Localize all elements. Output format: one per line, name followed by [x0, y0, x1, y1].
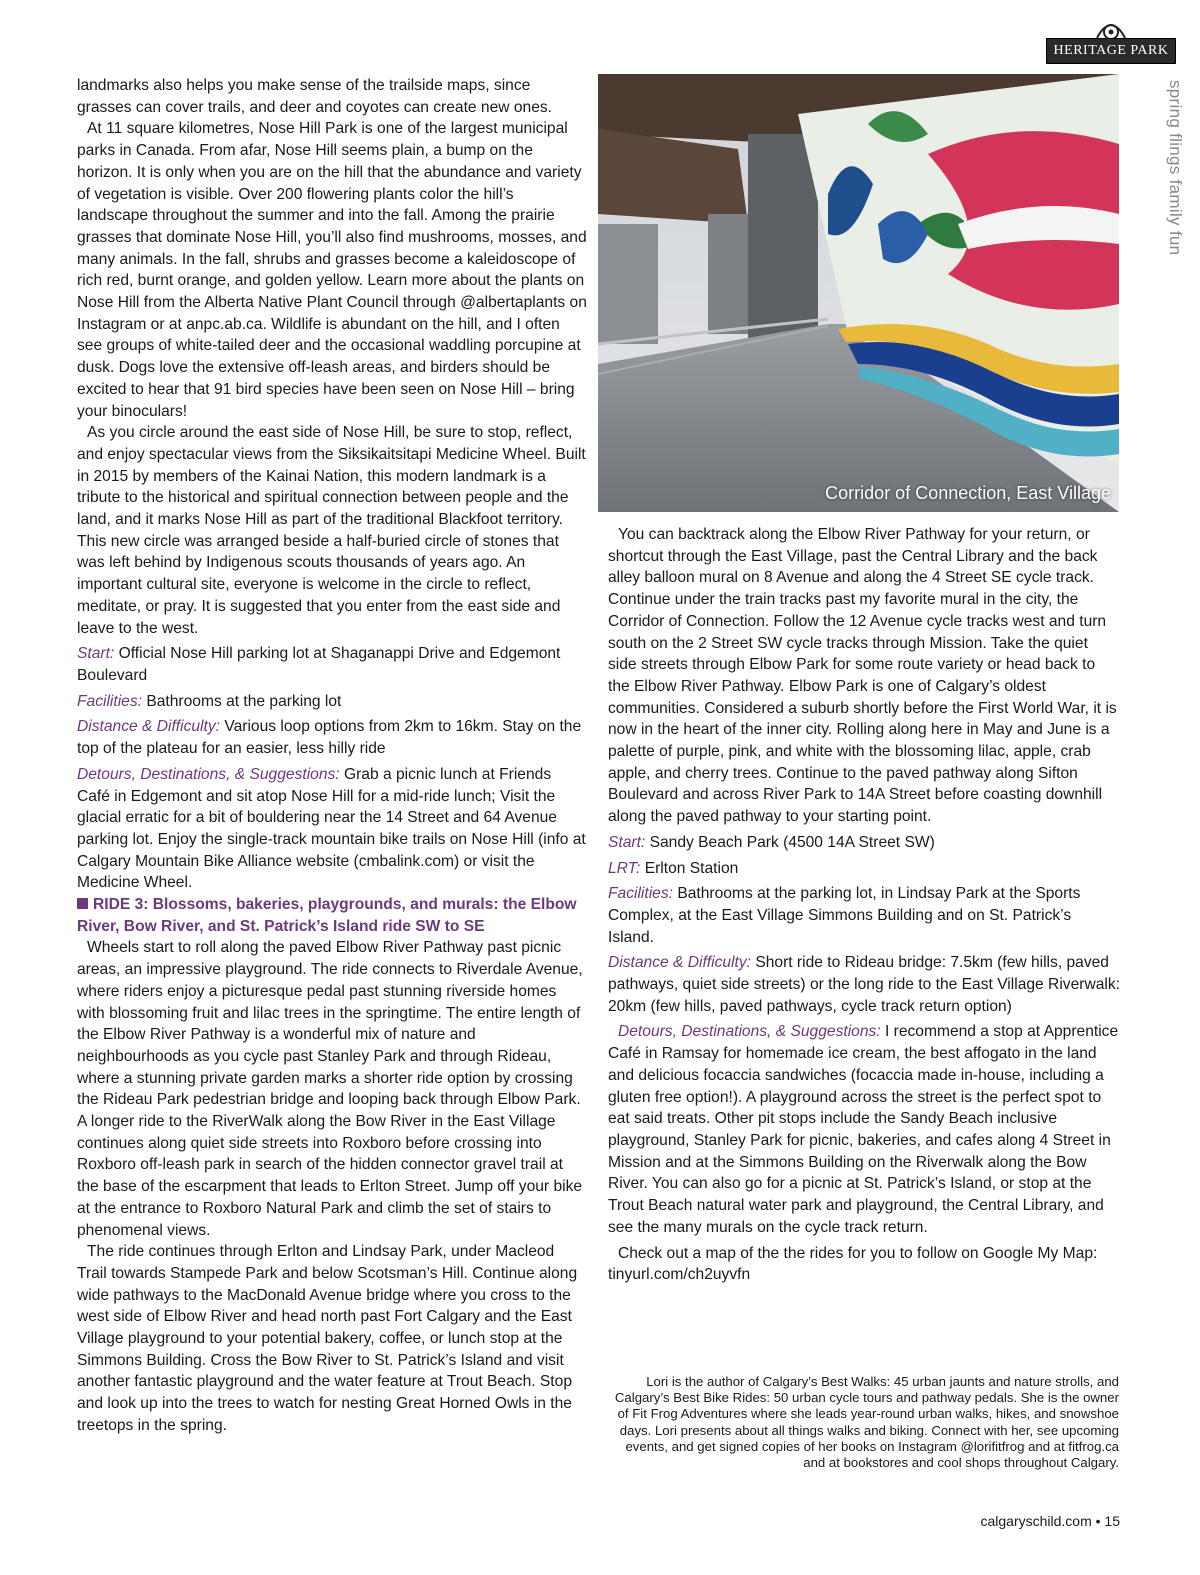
paragraph: landmarks also helps you make sense of the trailside maps, since grasses can cover trails, and deer and coyotes can create new ones.: [77, 77, 553, 116]
ride-heading: [77, 894, 587, 937]
map-link-text: Check out a map of the the rides for you to follow on Google My Map: tinyurl.com/ch2uyvfn: [608, 1244, 1098, 1284]
photo-caption: Corridor of Connection, East Village: [825, 483, 1111, 503]
left-column: [77, 75, 587, 1437]
detours-text: I recommend a stop at Apprentice Café in Ramsay for homemade ice cream, the best affogato in the land and delicious focaccia sandwiches (focaccia made in-house, including a gluten free option!). A playground across the street is the perfect spot to eat said treats. Other pit stops include the Sandy Beach inclusive playground, Stanley Park for picnic, bakeries, and cafes along 4 Street in Mission and at the Simmons Building on the Riverwalk along the Bow River. You can also go for a picnic at St. Patrick’s Island, or stop at the Trout Beach natural water park and playground, the Central Library, and see the many murals on the cycle track return.: [608, 1023, 1119, 1236]
facilities-info: [608, 883, 1120, 948]
facilities-text: Bathrooms at the parking lot, in Lindsay Park at the Sports Complex, at the East Village Simmons Building and on St. Patrick’s Island.: [608, 885, 1081, 946]
paragraph: You can backtrack along the Elbow River Pathway for your return, or shortcut through the East Village, past the Central Library and the back alley balloon mural on 8 Avenue and along the 4 Street SE cycle track. Continue under the train tracks past my favorite mural in the city, the Corridor of Connection. Follow the 12 Avenue cycle tracks west and turn south on the 2 Street SW cycle tracks through Mission. Take the quiet side streets through Elbow Park for some route variety or head back to the Elbow River Pathway. Elbow Park is one of Calgary’s oldest communities. Considered a suburb shortly before the First World War, it is now in the heart of the inner city. Rolling along here in May and June is a palette of purple, pink, and white with the blossoming lilac, apple, crab apple, and cherry trees. Continue to the paved pathway along Sifton Boulevard and across River Park to 14A Street before coasting downhill along the paved pathway to your starting point.: [608, 526, 1117, 826]
start-text: Official Nose Hill parking lot at Shaganappi Drive and Edgemont Boulevard: [77, 645, 561, 684]
distance-text: Various loop options from 2km to 16km. Stay on the top of the plateau for an easier, less hilly ride: [77, 718, 582, 758]
start-text: Sandy Beach Park (4500 14A Street SW): [645, 833, 935, 851]
facilities-label: Facilities:: [77, 692, 142, 710]
detours-info: [77, 764, 587, 894]
mural-photo: [598, 74, 1119, 512]
paragraph: Wheels start to roll along the paved Elbow River Pathway past picnic areas, an impressive playground. The ride connects to Riverdale Avenue, where riders enjoy a picturesque pedal past stunning riverside homes with blossoming fruit and lilac trees in the springtime. The entire length of the Elbow River Pathway is a wonderful mix of nature and neighbourhoods as you cycle past Stanley Park and through Rideau, where a stunning private garden marks a shorter ride option by crossing the Rideau Park pedestrian bridge and looping back through Elbow Park. A longer ride to the RiverWalk along the Bow River in the East Village continues along quiet side streets into Roxboro before crossing into Roxboro off-leash park in search of the hidden connector gravel trail at the base of the escarpment that leads to Erlton Street. Jump off your bike at the entrance to Roxboro Natural Park and climb the set of stairs to phenomenal views.: [77, 939, 583, 1239]
facilities-label: Facilities:: [608, 885, 673, 903]
author-bio: Lori is the author of Calgary’s Best Walks: 45 urban jaunts and nature strolls, and Calgary’s Best Bike Rides: 50 urban cycle tours and pathway pedals. She is the owner of Fit Frog Adventures where she leads year-round urban walks, hikes, and snowshoe days. Lori presents about all things walks and biking. Connect with her, see upcoming events, and get signed copies of her books on Instagram @lorifitfrog and at fitfrog.ca and at bookstores and cool shops throughout Calgary.: [614, 1374, 1119, 1471]
distance-label: Distance & Difficulty:: [608, 954, 751, 972]
detours-label: Detours, Destinations, & Suggestions:: [77, 765, 340, 783]
right-column: [608, 524, 1120, 1286]
heritage-park-logo: [1046, 22, 1178, 68]
page-footer: calgaryschild.com • 15: [980, 1513, 1120, 1529]
start-info: [77, 643, 587, 686]
distance-label: Distance & Difficulty:: [77, 718, 220, 736]
distance-text: Short ride to Rideau bridge: 7.5km (few hills, paved pathways, quiet side streets) or the long ride to the East Village Riverwalk: 20km (few hills, paved pathways, cycle track return option): [608, 954, 1120, 1015]
detours-info: [608, 1021, 1120, 1238]
detours-text: Grab a picnic lunch at Friends Café in Edgemont and sit atop Nose Hill for a mid-ride lunch; Visit the glacial erratic for a bit of bouldering near the 14 Street and 64 Avenue parking lot. Enjoy the single-track mountain bike trails on Nose Hill (info at Calgary Mountain Bike Alliance website (cmbalink.com) or visit the Medicine Wheel.: [77, 765, 586, 892]
lrt-text: Erlton Station: [640, 859, 739, 877]
facilities-info: [77, 691, 587, 713]
paragraph: At 11 square kilometres, Nose Hill Park is one of the largest municipal parks in Canada. From afar, Nose Hill seems plain, a bump on the horizon. It is only when you are on the hill that the abundance and variety of vegetation is visible. Over 200 flowering plants color the hill’s landscape throughout the summer and into the fall. Among the prairie grasses that dominate Nose Hill, you’ll also find mushrooms, mosses, and many animals. In the fall, shrubs and grasses become a kaleidoscope of rich red, burnt orange, and golden yellow. Learn more about the plants on Nose Hill from the Alberta Native Plant Council through @albertaplants on Instagram or at anpc.ab.ca. Wildlife is abundant on the hill, and I often see groups of white-tailed deer and the occasional waddling porcupine at dusk. Dogs love the extensive off-leash areas, and birders should be excited to hear that 91 bird species have been seen on Nose Hill – bring your binoculars!: [77, 120, 587, 420]
start-label: Start:: [608, 833, 646, 851]
distance-info: [608, 952, 1120, 1017]
lrt-info: [608, 858, 1120, 880]
ride-heading-text: RIDE 3: Blossoms, bakeries, playgrounds, and murals: the Elbow River, Bow River, and St. Patrick’s Island ride SW to SE: [77, 896, 577, 935]
logo-text: HERITAGE PARK: [1046, 38, 1176, 64]
paragraph: The ride continues through Erlton and Lindsay Park, under Macleod Trail towards Stampede Park and below Scotsman’s Hill. Continue along wide pathways to the MacDonald Avenue bridge where you cross to the west side of Elbow River and head north past Fort Calgary and the East Village playground to your potential bakery, coffee, or lunch stop at the Simmons Building. Cross the Bow River to St. Patrick’s Island and visit another fantastic playground and the water feature at Trout Beach. Stop and look up into the trees to watch for nesting Great Horned Owls in the treetops in the spring.: [77, 1243, 578, 1434]
distance-info: [77, 716, 587, 759]
square-bullet-icon: [77, 898, 88, 909]
start-info: [608, 832, 1120, 854]
detours-label: Detours, Destinations, & Suggestions:: [618, 1023, 881, 1041]
facilities-text: Bathrooms at the parking lot: [142, 692, 342, 710]
start-label: Start:: [77, 645, 115, 663]
mural-illustration: [598, 74, 1119, 512]
paragraph: As you circle around the east side of Nose Hill, be sure to stop, reflect, and enjoy spectacular views from the Siksikaitsitapi Medicine Wheel. Built in 2015 by members of the Kainai Nation, this modern landmark is a tribute to the historical and spiritual connection between people and the land, and it marks Nose Hill as part of the traditional Blackfoot territory. This new circle was arranged beside a half-buried circle of stones that was left behind by Indigenous scouts thousands of years ago. An important cultural site, everyone is welcome in the circle to reflect, meditate, or pray. It is suggested that you enter from the east side and leave to the west.: [77, 424, 586, 637]
section-tag: spring flings family fun: [1166, 80, 1185, 256]
lrt-label: LRT:: [608, 859, 641, 877]
